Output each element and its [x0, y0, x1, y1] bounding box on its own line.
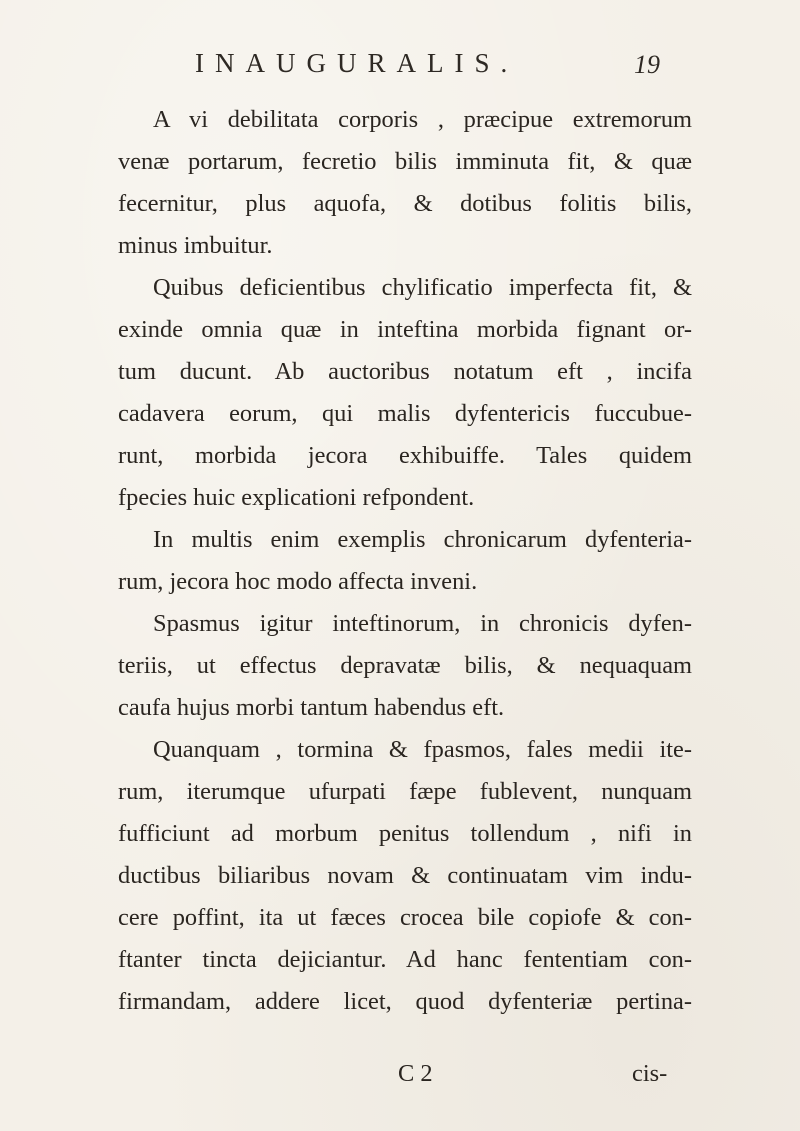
- text-line: runt, morbida jecora exhibuiffe. Tales quidem: [118, 442, 692, 469]
- text-line: ftanter tincta dejiciantur. Ad hanc fententiam con-: [118, 946, 692, 973]
- text-line: ductibus biliaribus novam & continuatam vim indu-: [118, 862, 692, 889]
- text-line: In multis enim exemplis chronicarum dyfenteria-: [153, 526, 692, 553]
- text-line: rum, jecora hoc modo affecta inveni.: [118, 568, 478, 595]
- text-line: Quanquam , tormina & fpasmos, fales medii ite-: [153, 736, 692, 763]
- text-line: firmandam, addere licet, quod dyfenteriæ pertina-: [118, 988, 692, 1015]
- catchword: cis-: [632, 1060, 668, 1087]
- page-footer: [0, 1053, 800, 1095]
- text-line: minus imbuitur.: [118, 232, 273, 259]
- text-line: cadavera eorum, qui malis dyfentericis fuccubue-: [118, 400, 692, 427]
- text-line: tum ducunt. Ab auctoribus notatum eft , incifa: [118, 358, 692, 385]
- body-text: [118, 99, 692, 1023]
- text-line: teriis, ut effectus depravatæ bilis, & nequaquam: [118, 652, 692, 679]
- text-line: venæ portarum, fecretio bilis imminuta fit, & quæ: [118, 148, 692, 175]
- text-line: Quibus deficientibus chylificatio imperfecta fit, &: [153, 274, 692, 301]
- running-head: INAUGURALIS.: [195, 48, 519, 78]
- text-line: fecernitur, plus aquofa, & dotibus folitis bilis,: [118, 190, 692, 217]
- page-number: 19: [634, 50, 660, 79]
- signature-mark: C 2: [398, 1060, 433, 1087]
- text-line: exinde omnia quæ in inteftina morbida fignant or-: [118, 316, 692, 343]
- text-line: rum, iterumque ufurpati fæpe fublevent, nunquam: [118, 778, 692, 805]
- text-line: fpecies huic explicationi refpondent.: [118, 484, 475, 511]
- text-line: fufficiunt ad morbum penitus tollendum , nifi in: [118, 820, 692, 847]
- text-line: caufa hujus morbi tantum habendus eft.: [118, 694, 505, 721]
- text-line: Spasmus igitur inteftinorum, in chronicis dyfen-: [153, 610, 692, 637]
- text-line: cere poffint, ita ut fæces crocea bile copiofe & con-: [118, 904, 692, 931]
- text-line: A vi debilitata corporis , præcipue extremorum: [153, 106, 692, 133]
